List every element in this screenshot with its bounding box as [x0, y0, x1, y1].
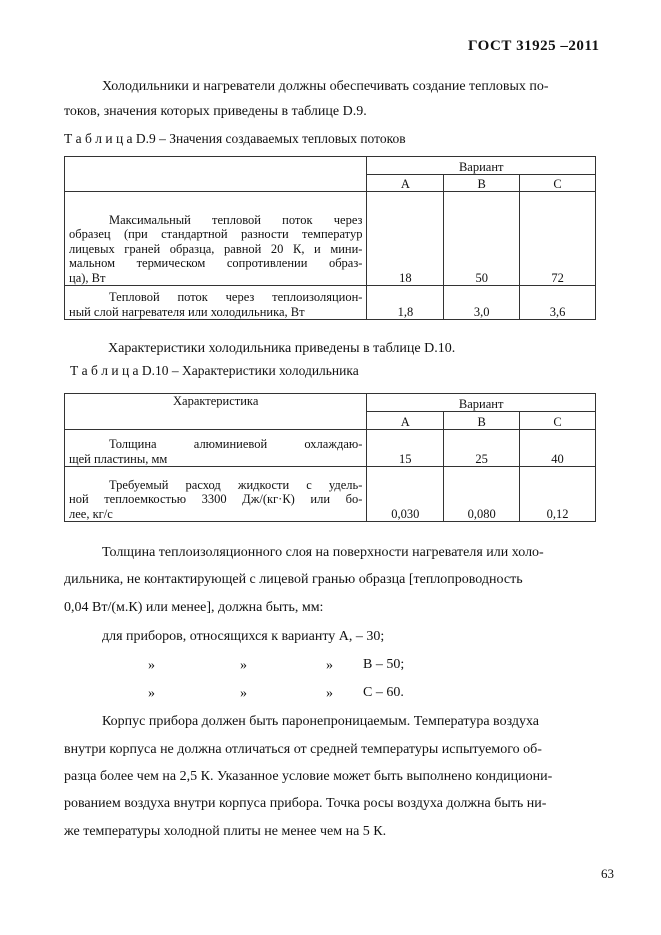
value-c: 0,12	[520, 467, 596, 522]
value-a: 15	[367, 430, 444, 467]
table-row	[65, 192, 596, 286]
desc-line: лицевых граней образца, равной 20 К, и мини-	[69, 241, 363, 256]
value-b: 3,0	[444, 286, 520, 320]
variant-a-header: А	[367, 175, 444, 192]
table-d9	[64, 156, 596, 320]
row-description	[65, 286, 367, 320]
value-a: 0,030	[367, 467, 444, 522]
table-header-variant: Вариант	[367, 394, 596, 412]
paragraph-line: дильника, не контактирующей с лицевой гранью образца [теплопроводность	[64, 572, 523, 587]
paragraph-line: же температуры холодной плиты не менее чем на 5 К.	[64, 824, 387, 839]
table-row	[65, 286, 596, 320]
table-header-empty	[65, 157, 367, 192]
table-caption: Т а б л и ц а D.9 – Значения создаваемых тепловых потоков	[64, 131, 406, 146]
table-row	[65, 430, 596, 467]
paragraph-line: Корпус прибора должен быть паронепроницаемым. Температура воздуха	[102, 714, 539, 729]
paragraph-line: 0,04 Вт/(м.К) или менее], должна быть, мм:	[64, 600, 324, 615]
value-c: 3,6	[520, 286, 596, 320]
variant-b-header: В	[444, 175, 520, 192]
paragraph-line: Холодильники и нагреватели должны обеспечивать создание тепловых по-	[102, 79, 549, 94]
ditto-mark: »	[240, 658, 247, 673]
desc-line: Тепловой поток через теплоизоляцион-	[109, 290, 363, 304]
desc-line: Требуемый расход жидкости с удель-	[109, 477, 363, 492]
paragraph-line: токов, значения которых приведены в таблице D.9.	[64, 104, 367, 119]
desc-line: образец (при стандартной разности температур	[69, 227, 363, 241]
table-header-characteristic: Характеристика	[65, 394, 367, 430]
document-header: ГОСТ 31925 –2011	[468, 38, 600, 54]
row-description	[65, 192, 367, 286]
table-header-variant: Вариант	[367, 157, 596, 175]
paragraph-line: Характеристики холодильника приведены в таблице D.10.	[108, 341, 456, 356]
desc-line: ца), Вт	[69, 270, 106, 285]
table-d10	[64, 393, 596, 522]
value-a: 18	[367, 192, 444, 286]
table-row	[65, 467, 596, 522]
paragraph-line: для приборов, относящихся к варианту А, – 30;	[102, 629, 385, 644]
variant-c-value: С – 60.	[363, 685, 404, 700]
variant-b-header: В	[444, 412, 520, 430]
paragraph-line: внутри корпуса не должна отличаться от средней температуры испытуемого об-	[64, 742, 542, 757]
page-number: 63	[601, 866, 614, 881]
paragraph-line: разца более чем на 2,5 К. Указанное условие может быть выполнено кондициони-	[64, 769, 553, 784]
desc-line: лее, кг/с	[69, 506, 113, 521]
variant-a-header: А	[367, 412, 444, 430]
value-b: 25	[444, 430, 520, 467]
paragraph-line: рованием воздуха внутри корпуса прибора. Точка росы воздуха должна быть ни-	[64, 796, 547, 811]
row-description	[65, 467, 367, 522]
ditto-mark: »	[326, 658, 333, 673]
desc-line: Толщина алюминиевой охлаждаю-	[109, 437, 363, 451]
ditto-mark: »	[326, 686, 333, 701]
variant-c-header: С	[520, 412, 596, 430]
table-caption: Т а б л и ц а D.10 – Характеристики холодильника	[70, 363, 359, 378]
value-c: 40	[520, 430, 596, 467]
ditto-mark: »	[240, 686, 247, 701]
desc-line: ной теплоемкостью 3300 Дж/(кг·К) или бо-	[69, 492, 363, 506]
row-description	[65, 430, 367, 467]
desc-line: ный слой нагревателя или холодильника, Вт	[69, 304, 305, 319]
desc-line: щей пластины, мм	[69, 451, 168, 466]
variant-c-header: С	[520, 175, 596, 192]
variant-b-value: В – 50;	[363, 657, 405, 672]
ditto-mark: »	[148, 686, 155, 701]
ditto-mark: »	[148, 658, 155, 673]
value-c: 72	[520, 192, 596, 286]
paragraph-line: Толщина теплоизоляционного слоя на поверхности нагревателя или холо-	[102, 545, 544, 560]
desc-line: Максимальный тепловой поток через	[109, 212, 363, 227]
value-a: 1,8	[367, 286, 444, 320]
value-b: 50	[444, 192, 520, 286]
value-b: 0,080	[444, 467, 520, 522]
desc-line: мальном термическом сопротивлении образ-	[69, 256, 363, 270]
